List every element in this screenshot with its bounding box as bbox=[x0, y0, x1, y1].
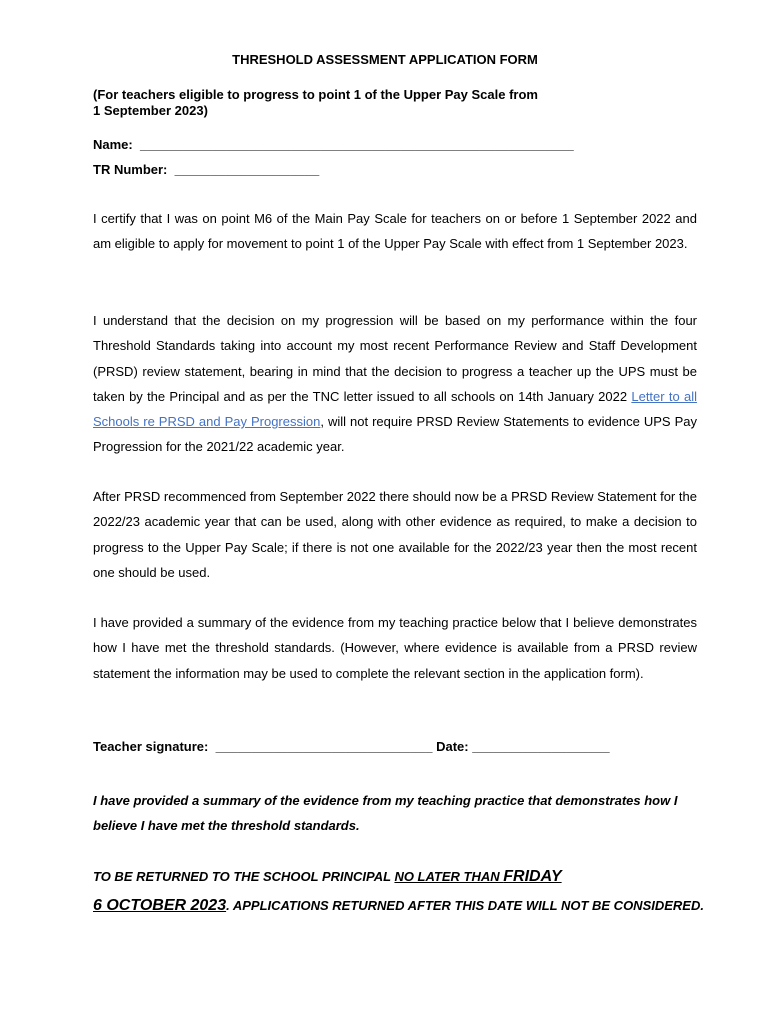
prsd-paragraph: After PRSD recommenced from September 2022 there should now be a PRSD Review Statement for the 2022/23 academic year that can be used, along with other evidence as required, to make a decision to progress to the Upper Pay Scale; if there is not one available for the 2022/23 year then the most recent one should be used. bbox=[93, 489, 697, 580]
prsd-letter-link[interactable]: Letter to all Schools re PRSD and Pay Progression bbox=[93, 388, 697, 430]
understanding-paragraph bbox=[93, 308, 697, 460]
deadline-day: FRIDAY bbox=[503, 868, 562, 885]
signature-date-line[interactable]: Teacher signature: ______________________________ Date: ___________________ bbox=[93, 739, 610, 754]
deadline-no-later: NO LATER THAN bbox=[394, 869, 504, 884]
certification-paragraph: I certify that I was on point M6 of the Main Pay Scale for teachers on or before 1 September 2022 and am eligible to apply for movement to point 1 of the Upper Pay Scale with effect from 1 September 2023. bbox=[93, 211, 697, 252]
form-title: THRESHOLD ASSESSMENT APPLICATION FORM bbox=[232, 52, 538, 67]
deadline-warning: . APPLICATIONS RETURNED AFTER THIS DATE WILL NOT BE CONSIDERED. bbox=[226, 898, 704, 913]
understanding-text: I understand that the decision on my progression will be based on my performance within the four Threshold Standards taking into account my most recent Performance Review and Staff Development (PRSD) review statement, bearing in mind that the decision to progress a teacher up the UPS must be taken by the Principal and as per the TNC letter issued to all schools on 14th January 2022 bbox=[93, 313, 697, 404]
evidence-paragraph: I have provided a summary of the evidence from my teaching practice below that I believe demonstrates how I have met the threshold standards. (However, where evidence is available from a PRSD review statement the information may be used to complete the relevant section in the application form). bbox=[93, 615, 697, 681]
evidence-note: I have provided a summary of the evidence from my teaching practice that demonstrates how I believe I have met the threshold standards. bbox=[93, 793, 678, 834]
name-field[interactable]: Name: ____________________________________________________________ bbox=[93, 137, 574, 152]
understanding-text-end: , will not require PRSD Review Statements to evidence UPS Pay Progression for the 2021/22 academic year. bbox=[93, 414, 697, 455]
subtitle-line-2: 1 September 2023) bbox=[93, 103, 208, 118]
deadline-date: 6 OCTOBER 2023 bbox=[93, 897, 227, 914]
return-deadline bbox=[93, 862, 713, 920]
subtitle-line-1: (For teachers eligible to progress to point 1 of the Upper Pay Scale from bbox=[93, 87, 538, 102]
deadline-text: TO BE RETURNED TO THE SCHOOL PRINCIPAL bbox=[93, 869, 395, 884]
tr-number-field[interactable]: TR Number: ____________________ bbox=[93, 162, 320, 177]
form-subtitle bbox=[93, 87, 653, 119]
